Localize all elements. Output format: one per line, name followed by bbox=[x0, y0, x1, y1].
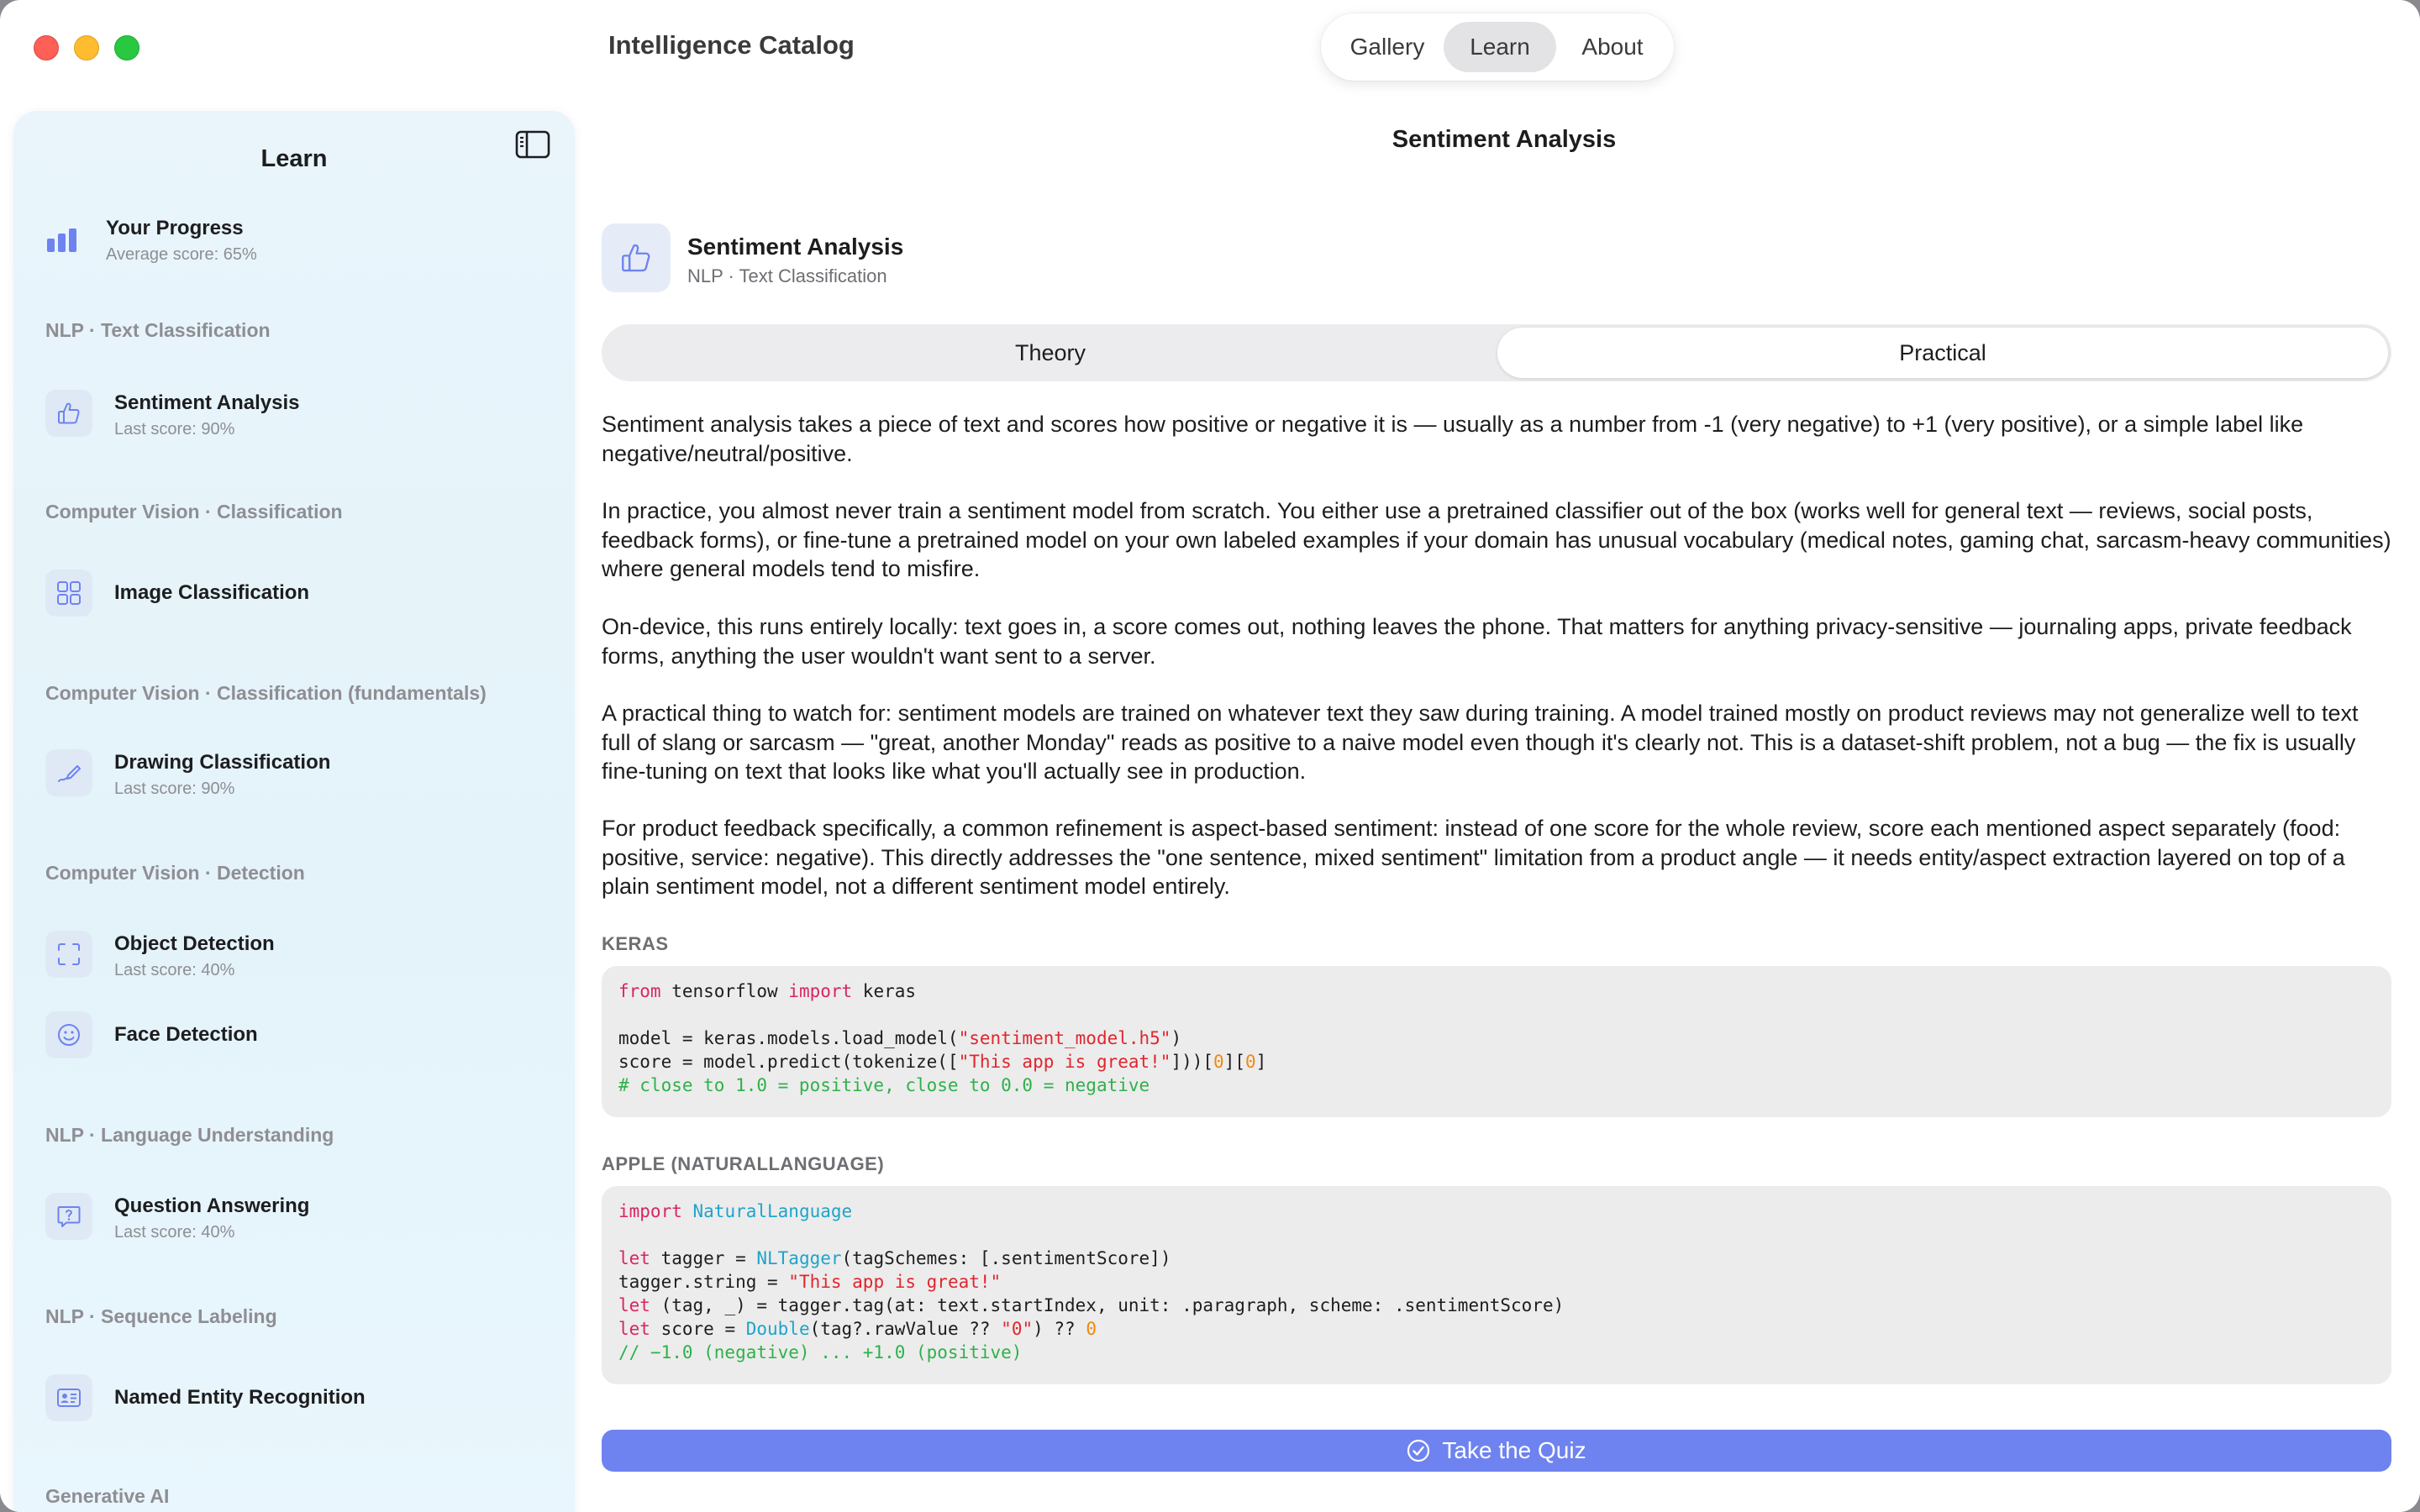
sidebar-item-score: Last score: 90% bbox=[114, 420, 235, 438]
code-line: model = keras.models.load_model("sentiment_model.h5") bbox=[618, 1028, 1182, 1048]
sidebar-item-label: Named Entity Recognition bbox=[114, 1386, 366, 1409]
code-heading: APPLE (NATURALLANGUAGE) bbox=[602, 1153, 885, 1174]
sidebar-item-score: Last score: 40% bbox=[114, 961, 235, 979]
section-header: NLP · Text Classification bbox=[45, 319, 271, 341]
section-header: NLP · Language Understanding bbox=[45, 1124, 334, 1146]
code-line: score = model.predict(tokenize(["This app is great!"]))[0][0] bbox=[618, 1052, 1267, 1072]
sidebar-item-label: Face Detection bbox=[114, 1023, 258, 1046]
section-header: Computer Vision · Classification (fundamentals) bbox=[45, 682, 487, 704]
sidebar bbox=[13, 111, 575, 1512]
nav-about[interactable]: About bbox=[1581, 34, 1644, 60]
progress-average-score: Average score: 65% bbox=[106, 245, 257, 264]
tab-practical[interactable]: Practical bbox=[1497, 328, 2388, 378]
take-quiz-label: Take the Quiz bbox=[1442, 1437, 1586, 1463]
code-text bbox=[618, 979, 1266, 1097]
code-line: # close to 1.0 = positive, close to 0.0 = negative bbox=[618, 1075, 1150, 1095]
id-card-icon bbox=[55, 1384, 82, 1411]
sidebar-item-image-classification[interactable] bbox=[45, 559, 550, 627]
code-block-naturallanguage[interactable] bbox=[602, 1186, 2391, 1384]
code-text bbox=[618, 1200, 1564, 1364]
code-line: from tensorflow import keras bbox=[618, 981, 917, 1001]
sidebar-toggle-button[interactable] bbox=[514, 126, 551, 163]
sidebar-item-face-detection[interactable] bbox=[45, 1001, 550, 1068]
your-progress-item[interactable] bbox=[45, 205, 550, 276]
zoom-window-button[interactable] bbox=[114, 35, 139, 60]
code-line: // −1.0 (negative) ... +1.0 (positive) bbox=[618, 1342, 1023, 1362]
nav-learn[interactable]: Learn bbox=[1444, 22, 1556, 72]
sidebar-item-label: Image Classification bbox=[114, 581, 310, 604]
sidebar-item-score: Last score: 40% bbox=[114, 1223, 235, 1242]
sidebar-item-sentiment-analysis[interactable] bbox=[45, 380, 550, 447]
sidebar-item-score: Last score: 90% bbox=[114, 780, 235, 798]
topic-icon-tile bbox=[602, 223, 671, 292]
content-tabs bbox=[602, 324, 2391, 381]
thumbs-up-icon bbox=[55, 400, 82, 427]
page-title: Sentiment Analysis bbox=[1392, 126, 1617, 153]
topic-category: NLP · Text Classification bbox=[687, 265, 887, 286]
grid-icon bbox=[55, 580, 82, 606]
sidebar-item-label: Question Answering bbox=[114, 1194, 310, 1217]
sidebar-item-drawing-classification[interactable] bbox=[45, 739, 550, 806]
thumbs-up-icon bbox=[618, 240, 654, 276]
sidebar-title: Learn bbox=[260, 145, 328, 172]
section-header: Computer Vision · Classification bbox=[45, 501, 343, 522]
code-block-keras[interactable] bbox=[602, 966, 2391, 1117]
section-header: NLP · Sequence Labeling bbox=[45, 1305, 277, 1327]
close-window-button[interactable] bbox=[34, 35, 59, 60]
take-quiz-button[interactable] bbox=[602, 1430, 2391, 1472]
smiley-icon bbox=[55, 1021, 82, 1048]
question-bubble-icon bbox=[55, 1203, 82, 1230]
code-line bbox=[618, 1223, 1564, 1247]
code-heading: KERAS bbox=[602, 933, 669, 954]
top-navigation bbox=[1321, 13, 1674, 81]
sidebar-icon bbox=[514, 126, 551, 163]
section-header: Generative AI bbox=[45, 1485, 170, 1507]
paragraph: A practical thing to watch for: sentiment models are trained on whatever text they saw during training. A model trained mostly on product reviews may not generalize well to text full of slang or sarcasm — "great, another Monday" reads as positive to a naive model even though it's clearly not. This is a dataset-shift problem, not a bug — the fix is usually fine-tuning on text that looks like what you'll actually see in production. bbox=[602, 701, 2359, 784]
progress-title: Your Progress bbox=[106, 217, 244, 239]
pencil-scribble-icon bbox=[55, 759, 82, 786]
nav-gallery[interactable]: Gallery bbox=[1349, 34, 1425, 60]
viewfinder-icon bbox=[55, 941, 82, 968]
paragraph: In practice, you almost never train a sentiment model from scratch. You either use a pretrained classifier out of the box (works well for general text — reviews, social posts, feedback forms), or fine-tune a pretrained model on your own labeled examples if your domain has unusual vocabulary (medical notes, gaming chat, sarcasm-heavy communities) where general models tend to misfire. bbox=[602, 498, 2391, 581]
sidebar-item-label: Object Detection bbox=[114, 932, 275, 955]
paragraph: Sentiment analysis takes a piece of text and scores how positive or negative it is — usually as a number from -1 (very negative) to +1 (very positive), or a simple label like negative/neutral/positive. bbox=[602, 412, 2304, 466]
code-line bbox=[618, 1003, 1266, 1026]
app-title: Intelligence Catalog bbox=[608, 30, 855, 60]
sidebar-item-object-detection[interactable] bbox=[45, 921, 550, 988]
topic-name: Sentiment Analysis bbox=[687, 234, 904, 260]
sidebar-item-label: Drawing Classification bbox=[114, 751, 331, 774]
bar-chart-icon bbox=[45, 223, 79, 257]
minimize-window-button[interactable] bbox=[74, 35, 99, 60]
code-line: import NaturalLanguage bbox=[618, 1201, 853, 1221]
section-header: Computer Vision · Detection bbox=[45, 862, 305, 884]
code-line: let (tag, _) = tagger.tag(at: text.startIndex, unit: .paragraph, scheme: .sentimentScore) bbox=[618, 1295, 1565, 1315]
paragraph: On-device, this runs entirely locally: text goes in, a score comes out, nothing leaves the phone. That matters for anything privacy-sensitive — journaling apps, private feedback forms, anything the user wouldn't want sent to a server. bbox=[602, 614, 2352, 669]
sidebar-item-named-entity-recognition[interactable] bbox=[45, 1364, 550, 1431]
checkmark-circle-icon bbox=[1407, 1439, 1430, 1462]
paragraph: For product feedback specifically, a common refinement is aspect-based sentiment: instead of one score for the whole review, score each mentioned aspect separately (food: positive, service: negative). This directly addresses the "one sentence, mixed sentiment" limitation from a product angle — it needs entity/aspect extraction layered on top of a plain sentiment model, not a different sentiment model entirely. bbox=[602, 816, 2345, 899]
sidebar-item-label: Sentiment Analysis bbox=[114, 391, 300, 414]
sidebar-item-question-answering[interactable] bbox=[45, 1183, 550, 1250]
tab-theory[interactable]: Theory bbox=[1014, 340, 1086, 365]
code-line: tagger.string = "This app is great!" bbox=[618, 1272, 1002, 1292]
code-line: let score = Double(tag?.rawValue ?? "0") ?? 0 bbox=[618, 1319, 1097, 1339]
code-line: let tagger = NLTagger(tagSchemes: [.sentimentScore]) bbox=[618, 1248, 1171, 1268]
